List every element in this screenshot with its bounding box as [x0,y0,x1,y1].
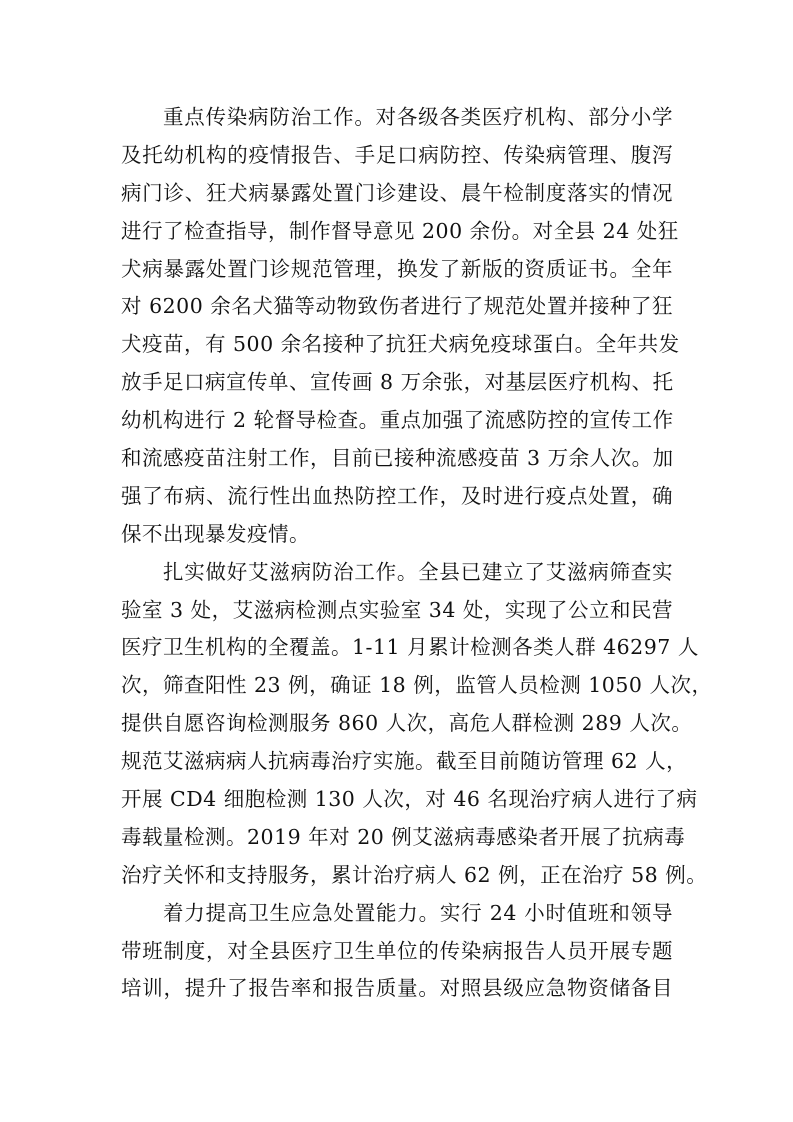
text-line: 保不出现暴发疫情。 [121,521,310,546]
text-line: 毒载量检测。2019 年对 20 例艾滋病毒感染者开展了抗病毒 [121,824,686,849]
document-page [121,99,713,1008]
text-line: 着力提高卫生应急处置能力。实行 24 小时值班和领导 [163,900,673,925]
text-line: 幼机构进行 2 轮督导检查。重点加强了流感防控的宣传工作 [121,408,674,433]
text-line: 犬疫苗，有 500 余名接种了抗狂犬病免疫球蛋白。全年共发 [121,332,680,357]
text-line: 带班制度，对全县医疗卫生单位的传染病报告人员开展专题 [121,938,673,963]
text-line: 放手足口病宣传单、宣传画 8 万余张，对基层医疗机构、托 [121,370,674,395]
text-line: 进行了检查指导，制作督导意见 200 余份。对全县 24 处狂 [121,218,679,243]
text-line: 治疗关怀和支持服务，累计治疗病人 62 例，正在治疗 58 例。 [121,862,708,887]
text-line: 扎实做好艾滋病防治工作。全县已建立了艾滋病筛查实 [163,559,673,584]
text-line: 提供自愿咨询检测服务 860 人次，高危人群检测 289 人次。 [121,711,693,736]
text-line: 重点传染病防治工作。对各级各类医疗机构、部分小学 [163,105,673,129]
text-line: 强了布病、流行性出血热防控工作，及时进行疫点处置，确 [121,483,673,508]
text-line: 开展 CD4 细胞检测 130 人次，对 46 名现治疗病人进行了病 [121,787,698,812]
paragraph-emergency-response [121,895,673,1009]
text-line: 次，筛查阳性 23 例，确证 18 例，监管人员检测 1050 人次， [121,673,713,698]
paragraph-infectious-disease [121,99,680,554]
text-line: 病门诊、狂犬病暴露处置门诊建设、晨午检制度落实的情况 [121,180,673,205]
text-line: 犬病暴露处置门诊规范管理，换发了新版的资质证书。全年 [121,256,673,281]
text-line: 对 6200 余名犬猫等动物致伤者进行了规范处置并接种了狂 [121,294,673,319]
text-line: 和流感疫苗注射工作，目前已接种流感疫苗 3 万余人次。加 [121,446,674,471]
text-line: 及托幼机构的疫情报告、手足口病防控、传染病管理、腹泻 [121,142,673,167]
paragraph-aids-prevention [121,554,713,895]
text-line: 医疗卫生机构的全覆盖。1-11 月累计检测各类人群 46297 人 [121,635,699,660]
text-line: 培训，提升了报告率和报告质量。对照县级应急物资储备目 [121,976,673,1001]
text-line: 验室 3 处，艾滋病检测点实验室 34 处，实现了公立和民营 [121,597,673,622]
text-line: 规范艾滋病病人抗病毒治疗实施。截至目前随访管理 62 人， [121,749,688,774]
